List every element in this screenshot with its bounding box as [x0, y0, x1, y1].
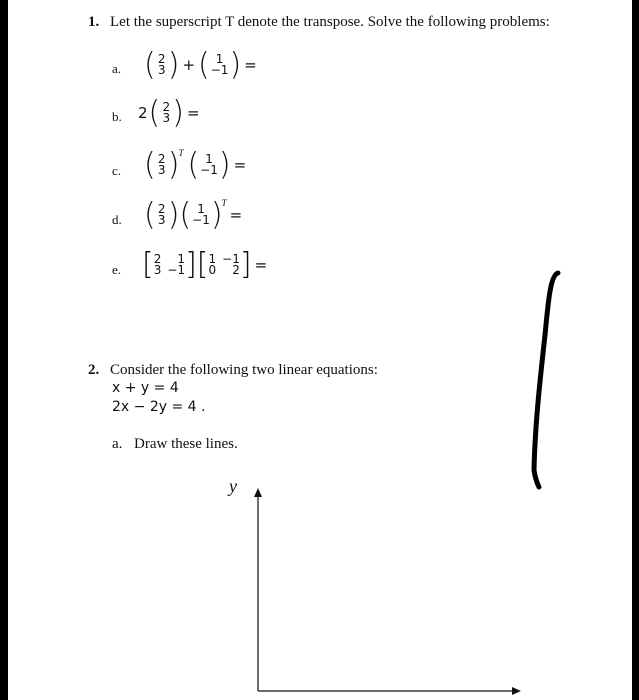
question-1-prompt: Let the superscript T denote the transpose. Solve the following problems:: [110, 14, 550, 30]
part-b-label: b.: [112, 109, 122, 124]
blank-graph-axes: [248, 485, 528, 700]
matrix: [ 2 3 1 −1 ]: [142, 247, 197, 282]
y-axis-label: y: [229, 476, 237, 496]
part-2a-label: a.: [112, 436, 123, 452]
x-axis-arrow: [512, 687, 521, 695]
worksheet-page: [8, 0, 632, 700]
vector: ( 1 −1 ): [187, 146, 231, 183]
vector: ( 1 −1 ): [179, 196, 223, 233]
part-c-expression: ( 2 3 ) T ( 1 −1 ) =: [144, 146, 247, 183]
question-1-number: 1.: [88, 14, 100, 30]
question-2-prompt: Consider the following two linear equations:: [110, 362, 378, 378]
matrix: [ 1 0 −1 2 ]: [196, 247, 252, 282]
vector: ( 2 3 ): [144, 196, 180, 233]
part-a-expression: ( 2 3 ) + ( 1 −1 ) =: [144, 46, 257, 83]
vector: ( 1 −1 ): [198, 46, 242, 83]
part-2a-text: Draw these lines.: [134, 436, 238, 452]
part-b-expression: 2 ( 2 3 ) =: [138, 94, 200, 131]
part-e-label: e.: [112, 262, 122, 277]
vector: ( 2 3 ): [144, 146, 180, 183]
part-d-label: d.: [112, 212, 122, 227]
vector: ( 2 3 ): [144, 46, 180, 83]
y-axis-arrow: [254, 488, 262, 497]
handwritten-bracket-mark: [518, 265, 568, 495]
part-c-label: c.: [112, 163, 122, 178]
equation-1: x + y = 4: [112, 380, 179, 396]
part-a-label: a.: [112, 61, 122, 76]
transpose-superscript: T: [178, 148, 184, 158]
vector: ( 2 3 ): [148, 94, 184, 131]
part-e-expression: [ 2 3 1 −1 ] [ 1 0 −1 2 ] =: [142, 247, 268, 282]
question-2-number: 2.: [88, 362, 100, 378]
equation-2: 2x − 2y = 4 .: [112, 399, 206, 415]
transpose-superscript: T: [221, 198, 227, 208]
part-d-expression: ( 2 3 ) ( 1 −1 ) T =: [144, 196, 243, 233]
